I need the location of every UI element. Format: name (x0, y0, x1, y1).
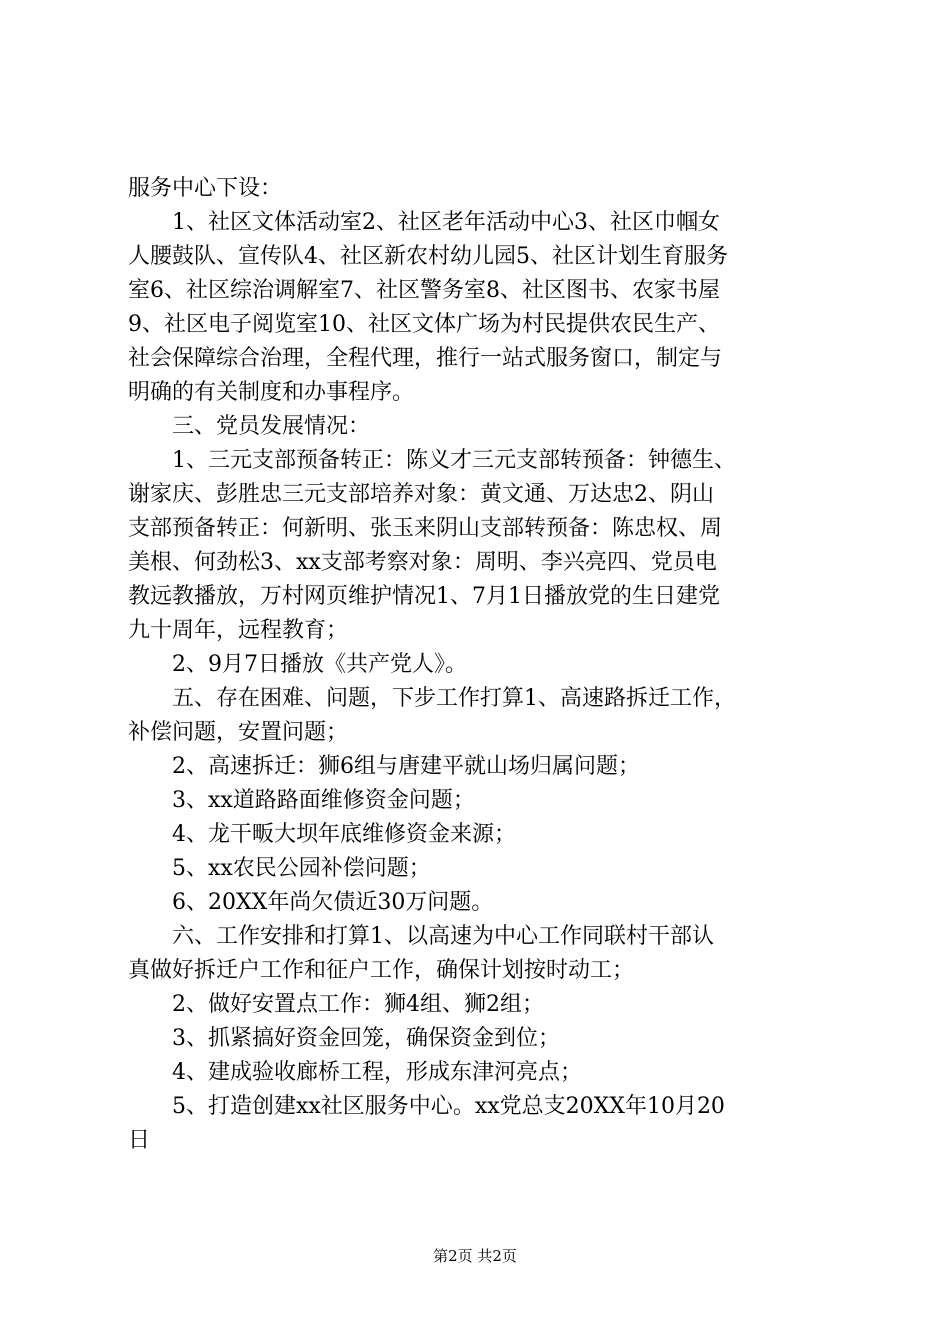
text-line: 室6、社区综治调解室7、社区警务室8、社区图书、农家书屋 (128, 278, 720, 303)
text-line: 3、xx道路路面维修资金问题； (128, 788, 475, 813)
text-line: 明确的有关制度和办事程序。 (128, 380, 415, 405)
text-line: 人腰鼓队、宣传队4、社区新农村幼儿园5、社区计划生育服务 (128, 244, 728, 269)
text-line: 谢家庆、彭胜忠三元支部培养对象：黄文通、万达忠2、阴山 (128, 482, 714, 507)
text-line: 1、社区文体活动室2、社区老年活动中心3、社区巾帼女 (128, 210, 720, 235)
text-line: 5、xx农民公园补偿问题； (128, 856, 431, 881)
text-line: 4、建成验收廊桥工程，形成东津河亮点； (128, 1060, 582, 1085)
text-line: 美根、何劲松3、xx支部考察对象：周明、李兴亮四、党员电 (128, 550, 717, 575)
text-line: 日 (128, 1128, 151, 1153)
text-line: 三、党员发展情况： (128, 414, 371, 439)
text-line: 2、高速拆迁：狮6组与唐建平就山场归属问题； (128, 754, 640, 779)
text-line: 5、打造创建xx社区服务中心。xx党总支20XX年10月20 (128, 1094, 725, 1119)
text-line: 3、抓紧搞好资金回笼，确保资金到位； (128, 1026, 560, 1051)
page-number-footer: 第2页 共2页 (433, 1247, 517, 1265)
text-line: 2、9月7日播放《共产党人》。 (128, 652, 467, 677)
text-line: 补偿问题，安置问题； (128, 720, 349, 745)
text-line: 9、社区电子阅览室10、社区文体广场为村民提供农民生产、 (128, 312, 720, 337)
text-line: 九十周年，远程教育； (128, 618, 349, 643)
text-line: 4、龙干畈大坝年底维修资金来源； (128, 822, 516, 847)
text-line: 真做好拆迁户工作和征户工作，确保计划按时动工； (128, 958, 635, 983)
text-line: 1、三元支部预备转正：陈义才三元支部转预备：钟德生、 (128, 448, 736, 473)
body-text (128, 172, 833, 1158)
text-line: 五、存在困难、问题，下步工作打算1、高速路拆迁工作， (128, 686, 736, 711)
text-line: 六、工作安排和打算1、以高速为中心工作同联村干部认 (128, 924, 714, 949)
text-line: 教远教播放，万村网页维护情况1、7月1日播放党的生日建党 (128, 584, 720, 609)
text-line: 6、20XX年尚欠债近30万问题。 (128, 890, 494, 915)
text-line: 支部预备转正：何新明、张玉来阴山支部转预备：陈忠权、周 (128, 516, 723, 541)
text-line: 社会保障综合治理，全程代理，推行一站式服务窗口，制定与 (128, 346, 723, 371)
text-line: 服务中心下设： (128, 176, 283, 201)
text-line: 2、做好安置点工作：狮4组、狮2组； (128, 992, 544, 1017)
